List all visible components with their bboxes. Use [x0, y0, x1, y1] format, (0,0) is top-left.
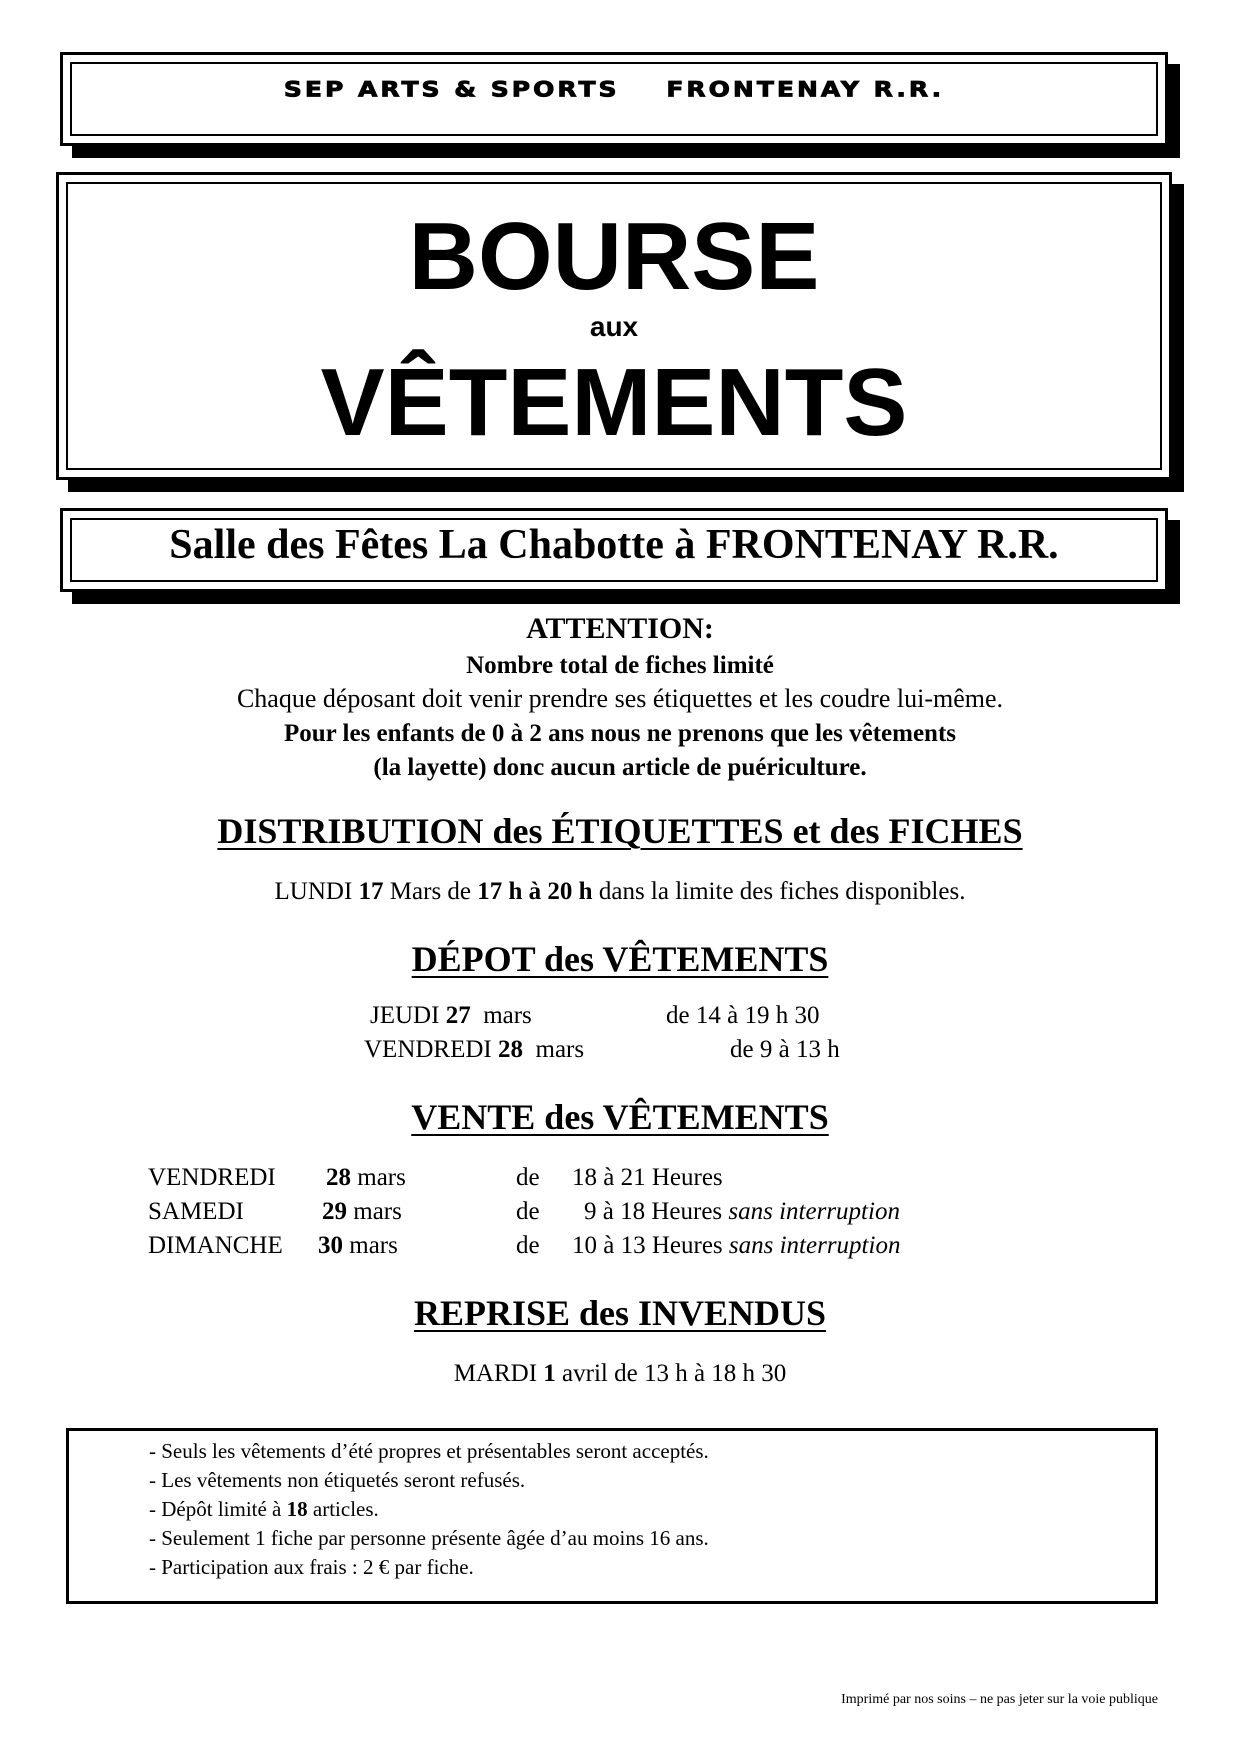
organization-banner [60, 52, 1168, 146]
reprise-day: MARDI [453, 1360, 538, 1387]
attention-line-3: Pour les enfants de 0 à 2 ans nous ne prenons que les vêtements [283, 720, 957, 747]
depot-day: JEUDI [370, 1002, 440, 1029]
depot-month: mars [483, 1002, 532, 1029]
rule-item: - Participation aux frais : 2 € par fiche. [149, 1555, 474, 1579]
rule-text: - Dépôt limité à [149, 1497, 282, 1521]
depot-date: 28 [498, 1036, 524, 1063]
vente-time [572, 1164, 723, 1192]
distribution-time: 17 h à 20 h [477, 878, 593, 905]
title-vetements: VÊTEMENTS [320, 349, 908, 456]
depot-date: 27 [445, 1002, 471, 1029]
distribution-date: 17 [358, 878, 384, 905]
distribution-note: dans la limite des fiches disponibles. [598, 878, 966, 905]
depot-time: de 14 à 19 h 30 [666, 1002, 820, 1029]
reprise-schedule [0, 1360, 1240, 1388]
vente-day: SAMEDI [148, 1198, 244, 1225]
vente-date [326, 1164, 406, 1192]
venue-box [60, 508, 1168, 592]
distribution-day: LUNDI [274, 878, 353, 905]
venue-name: Salle des Fêtes La Chabotte à FRONTENAY R.R. [169, 522, 1059, 568]
depot-heading: DÉPOT des VÊTEMENTS [411, 939, 829, 979]
vente-heading: VENTE des VÊTEMENTS [411, 1097, 829, 1137]
attention-heading: ATTENTION: [526, 612, 714, 645]
reprise-heading: REPRISE des INVENDUS [413, 1293, 827, 1333]
vente-date-number: 28 [326, 1164, 351, 1191]
vente-month: mars [349, 1232, 398, 1259]
vente-day: DIMANCHE [148, 1232, 283, 1259]
attention-line-4: (la layette) donc aucun article de puériculture. [373, 754, 867, 781]
vente-hours: 18 à 21 Heures [572, 1164, 723, 1191]
depot-row [364, 1036, 584, 1064]
rule-item: - Seulement 1 fiche par personne présente âgée d’au moins 16 ans. [149, 1526, 709, 1550]
rule-item [149, 1497, 379, 1522]
rule-item: - Les vêtements non étiquetés seront refusés. [149, 1468, 526, 1492]
distribution-schedule [0, 878, 1240, 906]
vente-month: mars [357, 1164, 406, 1191]
attention-line-1: Nombre total de fiches limité [466, 652, 774, 679]
vente-de: de [516, 1164, 540, 1191]
title-bourse: BOURSE [408, 203, 820, 310]
depot-month: mars [535, 1036, 585, 1063]
rule-count: 18 [286, 1497, 308, 1521]
vente-note: sans interruption [728, 1232, 901, 1259]
rule-text-end: articles. [312, 1497, 379, 1521]
title-box [56, 172, 1172, 480]
vente-de: de [516, 1232, 540, 1259]
vente-hours: 10 à 13 Heures [572, 1232, 723, 1259]
reprise-date: 1 [543, 1360, 556, 1387]
footer-note: Imprimé par nos soins – ne pas jeter sur la voie publique [841, 1692, 1158, 1707]
vente-note: sans interruption [728, 1198, 900, 1225]
vente-day: VENDREDI [148, 1164, 276, 1191]
organization-name: SEP ARTS & SPORTS FRONTENAY R.R. [283, 77, 945, 102]
vente-date-number: 29 [322, 1198, 347, 1225]
vente-date [318, 1232, 398, 1260]
depot-time: de 9 à 13 h [730, 1036, 840, 1063]
vente-date-number: 30 [318, 1232, 343, 1259]
rule-item: - Seuls les vêtements d’été propres et présentables seront acceptés. [149, 1439, 709, 1463]
vente-time [572, 1232, 900, 1260]
depot-row [370, 1002, 532, 1030]
distribution-heading: DISTRIBUTION des ÉTIQUETTES et des FICHES [217, 811, 1023, 851]
vente-de: de [516, 1198, 540, 1225]
title-aux: aux [589, 311, 639, 342]
vente-time [584, 1198, 900, 1226]
vente-month: mars [353, 1198, 402, 1225]
depot-day: VENDREDI [364, 1036, 492, 1063]
vente-hours: 9 à 18 Heures [584, 1198, 723, 1225]
reprise-rest: avril de 13 h à 18 h 30 [562, 1360, 787, 1387]
rules-box [66, 1428, 1158, 1604]
distribution-month: Mars de [389, 878, 472, 905]
attention-line-2: Chaque déposant doit venir prendre ses étiquettes et les coudre lui-même. [236, 684, 1004, 713]
vente-date [322, 1198, 402, 1226]
